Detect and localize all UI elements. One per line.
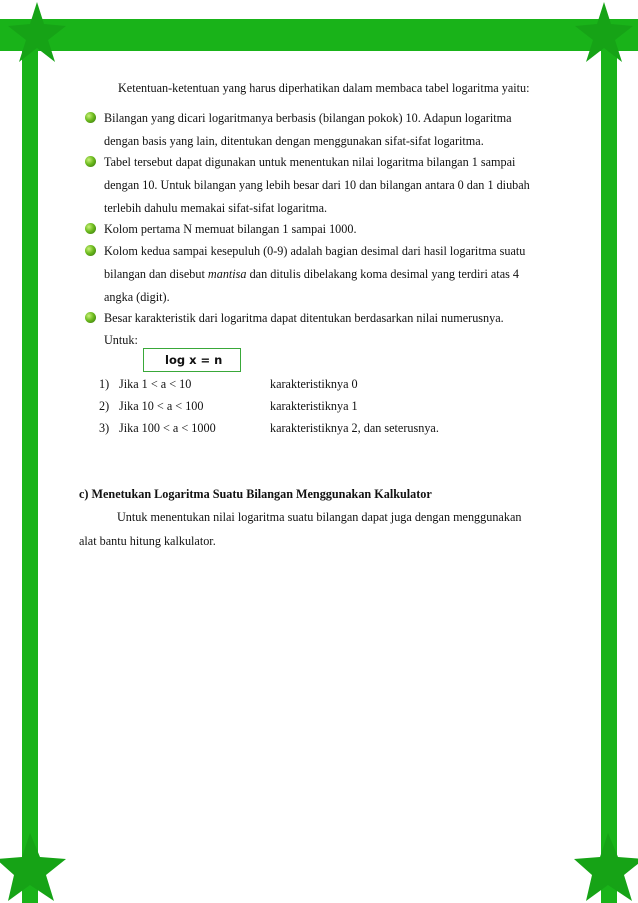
intro-text: Ketentuan-ketentuan yang harus diperhatikan dalam membaca tabel logaritma yaitu: bbox=[118, 81, 530, 95]
bullet-4-line-3: angka (digit). bbox=[104, 290, 170, 304]
case-1-condition: Jika 1 < a < 10 bbox=[119, 377, 192, 391]
case-2-condition: Jika 10 < a < 100 bbox=[119, 399, 204, 413]
formula bbox=[161, 353, 222, 369]
mantisa-term: mantisa bbox=[207, 267, 247, 281]
bullet-1-line-2: dengan basis yang lain, ditentukan dengan menggunakan sifat-sifat logaritma. bbox=[104, 134, 484, 148]
case-1-result: karakteristiknya 0 bbox=[270, 377, 358, 391]
page-border-top bbox=[0, 19, 638, 51]
bullet-icon bbox=[85, 156, 96, 167]
bullet-2-line-1: Tabel tersebut dapat digunakan untuk menentukan nilai logaritma bilangan 1 sampai bbox=[104, 155, 516, 169]
bullet-icon bbox=[85, 223, 96, 234]
section-paragraph-line-1: Untuk menentukan nilai logaritma suatu bilangan dapat juga dengan menggunakan bbox=[117, 510, 522, 524]
bullet-icon bbox=[85, 112, 96, 123]
page-border-left bbox=[22, 30, 38, 903]
section-paragraph-line-2: alat bantu hitung kalkulator. bbox=[79, 534, 216, 548]
case-2-result: karakteristiknya 1 bbox=[270, 399, 358, 413]
case-3-number: 3) bbox=[99, 421, 110, 435]
case-1-number: 1) bbox=[99, 377, 110, 391]
bullet-2-line-2: dengan 10. Untuk bilangan yang lebih besar dari 10 dan bilangan antara 0 dan 1 diubah bbox=[104, 178, 530, 192]
bullet-1-line-1: Bilangan yang dicari logaritmanya berbasis (bilangan pokok) 10. Adapun logaritma bbox=[104, 111, 512, 125]
corner-star-icon-top-right bbox=[560, 0, 638, 80]
case-2-number: 2) bbox=[99, 399, 110, 413]
section-heading: c) Menetukan Logaritma Suatu Bilangan Menggunakan Kalkulator bbox=[79, 487, 432, 501]
bullet-2-line-3: terlebih dahulu memakai sifat-sifat logaritma. bbox=[104, 201, 328, 215]
case-3-result: karakteristiknya 2, dan seterusnya. bbox=[270, 421, 439, 435]
bullet-icon bbox=[85, 245, 96, 256]
bullet-3-line-1: Kolom pertama N memuat bilangan 1 sampai 1000. bbox=[104, 222, 357, 236]
bullet-icon bbox=[85, 312, 96, 323]
bullet-4-line-1: Kolom kedua sampai kesepuluh (0-9) adalah bagian desimal dari hasil logaritma suatu bbox=[104, 244, 526, 258]
corner-star-icon-bottom-left bbox=[0, 823, 80, 903]
corner-star-icon-top-left bbox=[0, 0, 80, 80]
page-border-right bbox=[601, 30, 617, 903]
corner-star-icon-bottom-right bbox=[560, 823, 638, 903]
untuk-label: Untuk: bbox=[104, 333, 138, 347]
formula-text: log x = n bbox=[165, 353, 223, 367]
case-3-condition: Jika 100 < a < 1000 bbox=[119, 421, 216, 435]
bullet-4-line-2: bilangan dan disebut mantisa dan ditulis dibelakang koma desimal yang terdiri atas 4 bbox=[104, 267, 519, 281]
bullet-5-line-1: Besar karakteristik dari logaritma dapat ditentukan berdasarkan nilai numerusnya. bbox=[104, 311, 504, 325]
